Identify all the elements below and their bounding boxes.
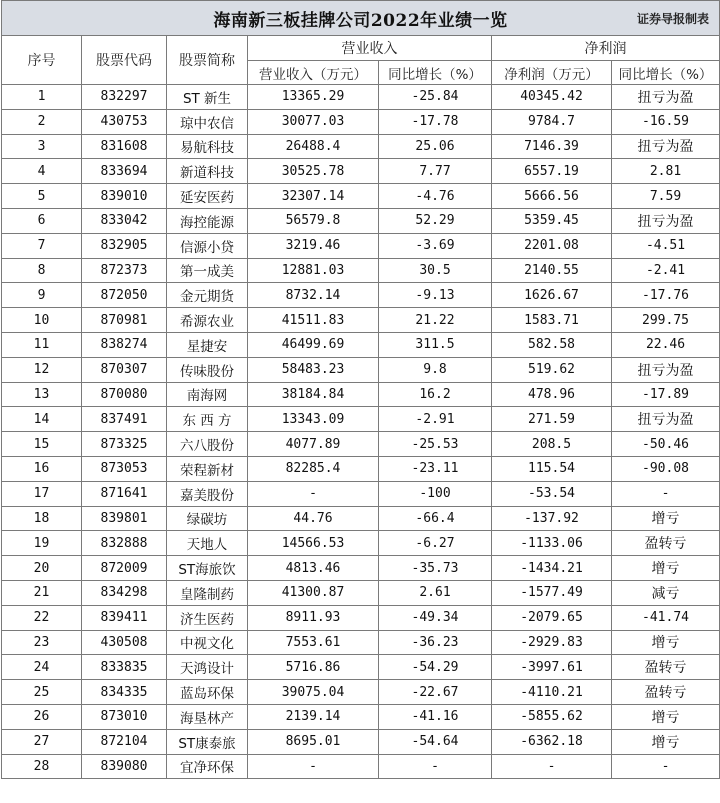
header-revenue-group: 营业收入	[248, 36, 492, 61]
table-title: 海南新三板挂牌公司2022年业绩一览	[213, 10, 508, 31]
table-row	[2, 680, 720, 705]
header-profit-growth: 同比增长（%）	[612, 61, 720, 85]
cell-code: 832888	[82, 531, 167, 556]
cell-name: 第一成美	[167, 258, 248, 283]
cell-code: 837491	[82, 407, 167, 432]
cell-net-profit: -2079.65	[492, 605, 612, 630]
cell-revenue-growth: -49.34	[379, 605, 492, 630]
cell-net-profit: -6362.18	[492, 729, 612, 754]
cell-code: 430508	[82, 630, 167, 655]
cell-revenue: 30525.78	[248, 159, 379, 184]
cell-revenue: 56579.8	[248, 208, 379, 233]
cell-name: 天地人	[167, 531, 248, 556]
cell-name: 希源农业	[167, 308, 248, 333]
cell-index: 28	[2, 754, 82, 779]
cell-code: 430753	[82, 109, 167, 134]
cell-name: 星捷安	[167, 332, 248, 357]
cell-name: ST康泰旅	[167, 729, 248, 754]
table-row	[2, 556, 720, 581]
header-code: 股票代码	[82, 36, 167, 85]
cell-code: 833694	[82, 159, 167, 184]
cell-net-profit: 271.59	[492, 407, 612, 432]
cell-net-profit: 478.96	[492, 382, 612, 407]
header-name: 股票简称	[167, 36, 248, 85]
cell-code: 839010	[82, 184, 167, 209]
cell-profit-growth: 2.81	[612, 159, 720, 184]
cell-revenue: 7553.61	[248, 630, 379, 655]
cell-index: 17	[2, 481, 82, 506]
cell-name: 延安医药	[167, 184, 248, 209]
cell-profit-growth: 22.46	[612, 332, 720, 357]
cell-code: 872009	[82, 556, 167, 581]
cell-revenue-growth: -54.64	[379, 729, 492, 754]
cell-code: 834298	[82, 580, 167, 605]
cell-index: 23	[2, 630, 82, 655]
cell-revenue-growth: -17.78	[379, 109, 492, 134]
cell-index: 19	[2, 531, 82, 556]
header-index: 序号	[2, 36, 82, 85]
cell-revenue: 44.76	[248, 506, 379, 531]
cell-net-profit: 5359.45	[492, 208, 612, 233]
cell-code: 839411	[82, 605, 167, 630]
table-row	[2, 432, 720, 457]
cell-code: 872373	[82, 258, 167, 283]
cell-name: 传味股份	[167, 357, 248, 382]
cell-name: 嘉美股份	[167, 481, 248, 506]
cell-revenue-growth: -3.69	[379, 233, 492, 258]
cell-code: 871641	[82, 481, 167, 506]
cell-code: 839801	[82, 506, 167, 531]
cell-profit-growth: 扭亏为盈	[612, 134, 720, 159]
cell-name: 济生医药	[167, 605, 248, 630]
cell-revenue-growth: -6.27	[379, 531, 492, 556]
table-row	[2, 233, 720, 258]
cell-revenue-growth: -36.23	[379, 630, 492, 655]
cell-net-profit: 1583.71	[492, 308, 612, 333]
cell-code: 831608	[82, 134, 167, 159]
table-row	[2, 184, 720, 209]
cell-index: 3	[2, 134, 82, 159]
header-revenue: 营业收入（万元）	[248, 61, 379, 85]
cell-name: 六八股份	[167, 432, 248, 457]
cell-net-profit: -53.54	[492, 481, 612, 506]
cell-net-profit: -2929.83	[492, 630, 612, 655]
cell-code: 833042	[82, 208, 167, 233]
cell-name: 天鸿设计	[167, 655, 248, 680]
cell-revenue-growth: -35.73	[379, 556, 492, 581]
cell-net-profit: -4110.21	[492, 680, 612, 705]
cell-net-profit: -5855.62	[492, 704, 612, 729]
table-row	[2, 655, 720, 680]
cell-net-profit: -	[492, 754, 612, 779]
cell-net-profit: 2140.55	[492, 258, 612, 283]
cell-name: 琼中农信	[167, 109, 248, 134]
performance-table	[1, 0, 720, 779]
cell-revenue: 26488.4	[248, 134, 379, 159]
cell-revenue-growth: -41.16	[379, 704, 492, 729]
cell-code: 873053	[82, 456, 167, 481]
cell-revenue-growth: 21.22	[379, 308, 492, 333]
cell-code: 873325	[82, 432, 167, 457]
cell-revenue: 39075.04	[248, 680, 379, 705]
cell-index: 18	[2, 506, 82, 531]
cell-revenue-growth: -66.4	[379, 506, 492, 531]
cell-revenue: 41300.87	[248, 580, 379, 605]
table-row	[2, 630, 720, 655]
cell-revenue-growth: 52.29	[379, 208, 492, 233]
cell-revenue: 30077.03	[248, 109, 379, 134]
cell-net-profit: -1577.49	[492, 580, 612, 605]
cell-revenue-growth: -4.76	[379, 184, 492, 209]
cell-name: 东 西 方	[167, 407, 248, 432]
cell-index: 26	[2, 704, 82, 729]
cell-name: ST 新生	[167, 85, 248, 110]
cell-revenue-growth: 16.2	[379, 382, 492, 407]
cell-profit-growth: -	[612, 754, 720, 779]
table-row	[2, 605, 720, 630]
cell-profit-growth: 盈转亏	[612, 531, 720, 556]
cell-net-profit: 582.58	[492, 332, 612, 357]
cell-revenue: 14566.53	[248, 531, 379, 556]
table-row	[2, 332, 720, 357]
cell-index: 12	[2, 357, 82, 382]
cell-code: 834335	[82, 680, 167, 705]
cell-code: 872050	[82, 283, 167, 308]
cell-revenue: 8732.14	[248, 283, 379, 308]
cell-code: 870981	[82, 308, 167, 333]
cell-index: 2	[2, 109, 82, 134]
table-row	[2, 85, 720, 110]
cell-index: 16	[2, 456, 82, 481]
table-row	[2, 580, 720, 605]
cell-revenue-growth: 2.61	[379, 580, 492, 605]
table-row	[2, 308, 720, 333]
cell-net-profit: 2201.08	[492, 233, 612, 258]
cell-code: 872104	[82, 729, 167, 754]
cell-index: 20	[2, 556, 82, 581]
cell-revenue-growth: 9.8	[379, 357, 492, 382]
table-row	[2, 481, 720, 506]
table-row	[2, 258, 720, 283]
cell-profit-growth: 扭亏为盈	[612, 357, 720, 382]
cell-index: 9	[2, 283, 82, 308]
cell-profit-growth: 增亏	[612, 630, 720, 655]
cell-index: 24	[2, 655, 82, 680]
cell-index: 25	[2, 680, 82, 705]
cell-revenue: -	[248, 754, 379, 779]
cell-profit-growth: 增亏	[612, 506, 720, 531]
table-row	[2, 357, 720, 382]
cell-name: 信源小贷	[167, 233, 248, 258]
cell-index: 6	[2, 208, 82, 233]
cell-revenue: 13365.29	[248, 85, 379, 110]
cell-index: 27	[2, 729, 82, 754]
cell-profit-growth: -16.59	[612, 109, 720, 134]
cell-revenue: 41511.83	[248, 308, 379, 333]
cell-revenue: -	[248, 481, 379, 506]
cell-profit-growth: -17.76	[612, 283, 720, 308]
cell-name: 金元期货	[167, 283, 248, 308]
header-profit-group: 净利润	[492, 36, 720, 61]
table-row	[2, 729, 720, 754]
cell-revenue: 46499.69	[248, 332, 379, 357]
title-bar	[2, 1, 720, 36]
cell-code: 870080	[82, 382, 167, 407]
cell-name: 皇隆制药	[167, 580, 248, 605]
table-row	[2, 382, 720, 407]
cell-revenue: 4813.46	[248, 556, 379, 581]
cell-revenue-growth: -100	[379, 481, 492, 506]
table-row	[2, 456, 720, 481]
cell-revenue: 58483.23	[248, 357, 379, 382]
table-row	[2, 159, 720, 184]
cell-revenue: 4077.89	[248, 432, 379, 457]
cell-revenue-growth: 7.77	[379, 159, 492, 184]
source-note: 证券导报制表	[637, 12, 710, 26]
cell-revenue-growth: 25.06	[379, 134, 492, 159]
cell-profit-growth: 扭亏为盈	[612, 407, 720, 432]
cell-index: 14	[2, 407, 82, 432]
cell-code: 833835	[82, 655, 167, 680]
cell-revenue-growth: -25.53	[379, 432, 492, 457]
cell-code: 870307	[82, 357, 167, 382]
cell-revenue: 8695.01	[248, 729, 379, 754]
cell-name: 海垦林产	[167, 704, 248, 729]
cell-name: 蓝岛环保	[167, 680, 248, 705]
cell-code: 873010	[82, 704, 167, 729]
cell-profit-growth: 299.75	[612, 308, 720, 333]
cell-revenue: 13343.09	[248, 407, 379, 432]
cell-index: 5	[2, 184, 82, 209]
cell-profit-growth: 增亏	[612, 704, 720, 729]
cell-revenue-growth: 30.5	[379, 258, 492, 283]
cell-revenue: 3219.46	[248, 233, 379, 258]
cell-net-profit: -3997.61	[492, 655, 612, 680]
cell-net-profit: 115.54	[492, 456, 612, 481]
cell-index: 10	[2, 308, 82, 333]
table-row	[2, 407, 720, 432]
cell-name: ST海旅饮	[167, 556, 248, 581]
cell-index: 22	[2, 605, 82, 630]
cell-revenue-growth: -9.13	[379, 283, 492, 308]
cell-revenue: 82285.4	[248, 456, 379, 481]
header-net-profit: 净利润（万元）	[492, 61, 612, 85]
cell-net-profit: 208.5	[492, 432, 612, 457]
cell-profit-growth: 盈转亏	[612, 680, 720, 705]
cell-revenue-growth: -22.67	[379, 680, 492, 705]
cell-net-profit: 5666.56	[492, 184, 612, 209]
cell-net-profit: 519.62	[492, 357, 612, 382]
cell-revenue: 2139.14	[248, 704, 379, 729]
cell-index: 21	[2, 580, 82, 605]
cell-name: 中视文化	[167, 630, 248, 655]
cell-net-profit: 9784.7	[492, 109, 612, 134]
cell-name: 海控能源	[167, 208, 248, 233]
cell-profit-growth: 扭亏为盈	[612, 85, 720, 110]
cell-profit-growth: -90.08	[612, 456, 720, 481]
cell-revenue: 8911.93	[248, 605, 379, 630]
cell-name: 宜净环保	[167, 754, 248, 779]
cell-name: 南海网	[167, 382, 248, 407]
cell-revenue-growth: -	[379, 754, 492, 779]
cell-profit-growth: 减亏	[612, 580, 720, 605]
cell-index: 15	[2, 432, 82, 457]
cell-profit-growth: -50.46	[612, 432, 720, 457]
table-row	[2, 704, 720, 729]
cell-net-profit: 40345.42	[492, 85, 612, 110]
table-row	[2, 531, 720, 556]
cell-name: 易航科技	[167, 134, 248, 159]
cell-net-profit: 1626.67	[492, 283, 612, 308]
cell-name: 绿碳坊	[167, 506, 248, 531]
cell-index: 4	[2, 159, 82, 184]
cell-profit-growth: 增亏	[612, 729, 720, 754]
table-row	[2, 754, 720, 779]
cell-profit-growth: -4.51	[612, 233, 720, 258]
cell-revenue-growth: -54.29	[379, 655, 492, 680]
table-row	[2, 134, 720, 159]
cell-net-profit: -1133.06	[492, 531, 612, 556]
cell-profit-growth: -2.41	[612, 258, 720, 283]
cell-net-profit: -1434.21	[492, 556, 612, 581]
cell-name: 荣程新材	[167, 456, 248, 481]
cell-revenue: 38184.84	[248, 382, 379, 407]
cell-code: 832905	[82, 233, 167, 258]
cell-profit-growth: -41.74	[612, 605, 720, 630]
cell-profit-growth: 7.59	[612, 184, 720, 209]
header-revenue-growth: 同比增长（%）	[379, 61, 492, 85]
cell-code: 838274	[82, 332, 167, 357]
cell-profit-growth: 增亏	[612, 556, 720, 581]
cell-code: 832297	[82, 85, 167, 110]
cell-revenue: 12881.03	[248, 258, 379, 283]
cell-revenue-growth: -25.84	[379, 85, 492, 110]
cell-net-profit: 6557.19	[492, 159, 612, 184]
cell-revenue-growth: 311.5	[379, 332, 492, 357]
cell-profit-growth: 盈转亏	[612, 655, 720, 680]
cell-revenue-growth: -23.11	[379, 456, 492, 481]
cell-net-profit: -137.92	[492, 506, 612, 531]
cell-index: 1	[2, 85, 82, 110]
table-row	[2, 283, 720, 308]
cell-profit-growth: -	[612, 481, 720, 506]
cell-index: 7	[2, 233, 82, 258]
cell-revenue-growth: -2.91	[379, 407, 492, 432]
cell-net-profit: 7146.39	[492, 134, 612, 159]
spreadsheet	[1, 0, 719, 779]
cell-index: 8	[2, 258, 82, 283]
table-row	[2, 506, 720, 531]
cell-name: 新道科技	[167, 159, 248, 184]
cell-revenue: 32307.14	[248, 184, 379, 209]
cell-code: 839080	[82, 754, 167, 779]
cell-profit-growth: -17.89	[612, 382, 720, 407]
cell-revenue: 5716.86	[248, 655, 379, 680]
table-row	[2, 208, 720, 233]
table-row	[2, 109, 720, 134]
cell-index: 13	[2, 382, 82, 407]
cell-index: 11	[2, 332, 82, 357]
cell-profit-growth: 扭亏为盈	[612, 208, 720, 233]
